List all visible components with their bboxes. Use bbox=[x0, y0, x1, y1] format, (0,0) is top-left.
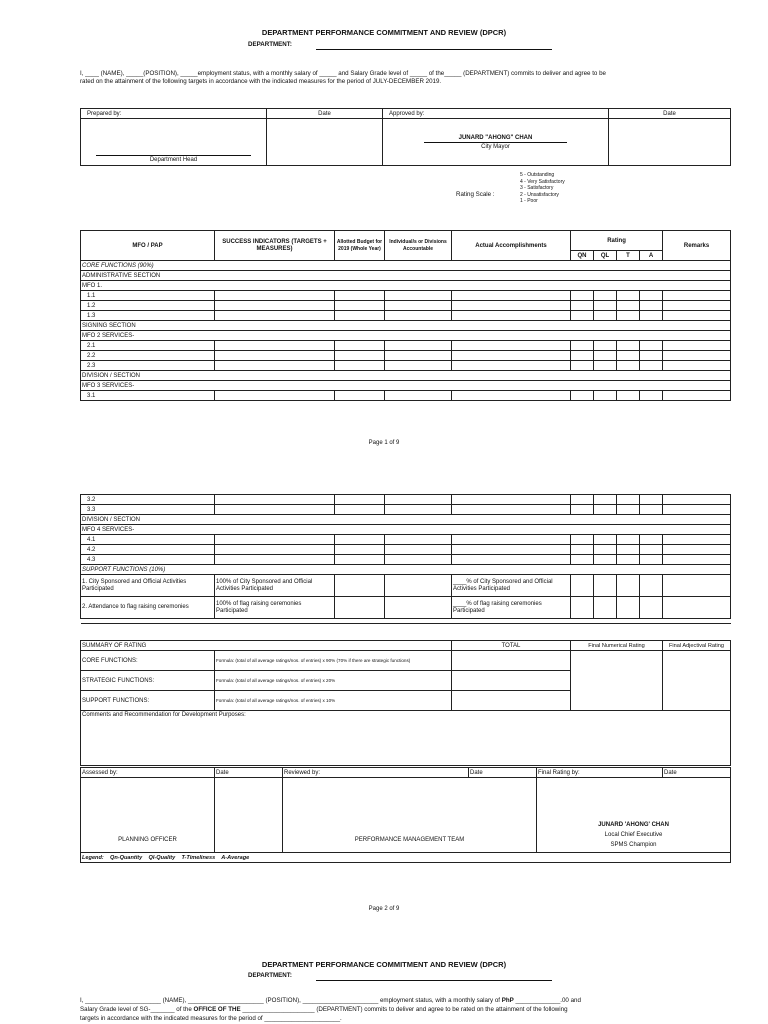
core-functions-label: CORE FUNCTIONS: bbox=[81, 651, 215, 671]
t-cell[interactable] bbox=[617, 505, 640, 515]
table-row bbox=[81, 341, 731, 351]
lce-cell[interactable] bbox=[537, 778, 731, 853]
table-row bbox=[81, 505, 731, 515]
row-label: 4.1 bbox=[81, 535, 215, 545]
assessed-by-label: Assessed by: bbox=[81, 768, 215, 778]
support-2-t[interactable] bbox=[617, 597, 640, 619]
support-total-cell[interactable] bbox=[452, 691, 571, 711]
header-mfo: MFO / PAP bbox=[81, 231, 215, 261]
table-row bbox=[81, 555, 731, 565]
support-functions-label: SUPPORT FUNCTIONS: bbox=[81, 691, 215, 711]
support-formula: Formula: (total of all average ratings/nos. of entries) x 10% bbox=[215, 691, 452, 711]
remarks-cell[interactable] bbox=[663, 495, 731, 505]
table-row bbox=[81, 361, 731, 371]
department-label: DEPARTMENT: bbox=[248, 41, 292, 48]
budget-cell[interactable] bbox=[335, 555, 385, 565]
support-2-actual: ____% of flag raising ceremonies Participated bbox=[452, 597, 571, 619]
mayor-title: City Mayor bbox=[481, 143, 510, 150]
header-t: T bbox=[617, 251, 640, 261]
t-cell[interactable] bbox=[617, 361, 640, 371]
remarks-cell[interactable] bbox=[663, 361, 731, 371]
t-cell[interactable] bbox=[617, 311, 640, 321]
a-cell[interactable] bbox=[640, 505, 663, 515]
individuals-cell[interactable] bbox=[385, 311, 452, 321]
rating-scale-item: 1 - Poor bbox=[520, 198, 538, 205]
core-total-cell[interactable] bbox=[452, 651, 571, 671]
support-row-1 bbox=[81, 575, 731, 597]
success-cell[interactable] bbox=[215, 505, 335, 515]
remarks-cell[interactable] bbox=[663, 291, 731, 301]
budget-cell[interactable] bbox=[335, 341, 385, 351]
ql-cell[interactable] bbox=[594, 391, 617, 401]
support-1-actual: ____% of City Sponsored and Official Activities Participated bbox=[452, 575, 571, 597]
t-cell[interactable] bbox=[617, 391, 640, 401]
department-field[interactable] bbox=[316, 49, 552, 50]
success-cell[interactable] bbox=[215, 361, 335, 371]
row-label: 2.3 bbox=[81, 361, 215, 371]
dpcr-table-1 bbox=[80, 230, 731, 401]
support-1-indicator: 100% of City Sponsored and Official Activities Participated bbox=[215, 575, 335, 597]
reviewed-by-label: Reviewed by: bbox=[283, 768, 469, 778]
header-rating: Rating bbox=[571, 231, 663, 251]
a-cell[interactable] bbox=[640, 351, 663, 361]
actual-cell[interactable] bbox=[452, 351, 571, 361]
group-heading: MFO 4 SERVICES- bbox=[81, 525, 731, 535]
support-row-2 bbox=[81, 597, 731, 619]
rating-scale-list bbox=[520, 172, 565, 205]
remarks-cell[interactable] bbox=[663, 535, 731, 545]
doc-title: DEPARTMENT PERFORMANCE COMMITMENT AND REVIEW (DPCR) bbox=[261, 28, 507, 37]
a-cell[interactable] bbox=[640, 361, 663, 371]
header-qn: QN bbox=[571, 251, 594, 261]
ql-cell[interactable] bbox=[594, 555, 617, 565]
budget-cell[interactable] bbox=[335, 391, 385, 401]
mayor-name: JUNARD "AHONG" CHAN bbox=[424, 134, 567, 143]
table-row bbox=[81, 311, 731, 321]
summary-total: TOTAL bbox=[452, 641, 571, 651]
success-cell[interactable] bbox=[215, 311, 335, 321]
strategic-total-cell[interactable] bbox=[452, 671, 571, 691]
table-row bbox=[81, 281, 731, 291]
date-cell-1[interactable] bbox=[267, 119, 383, 166]
t-cell[interactable] bbox=[617, 291, 640, 301]
table-row bbox=[81, 545, 731, 555]
dept-head-signature-cell[interactable] bbox=[81, 119, 267, 166]
office-of-the-label: OFFICE OF THE bbox=[193, 1006, 241, 1013]
individuals-cell[interactable] bbox=[385, 505, 452, 515]
budget-cell[interactable] bbox=[335, 311, 385, 321]
page3-line-2-text: Salary Grade level of SG-_______ of the bbox=[80, 1006, 192, 1013]
group-heading: SIGNING SECTION bbox=[81, 321, 731, 331]
table-row bbox=[81, 271, 731, 281]
support-2-a[interactable] bbox=[640, 597, 663, 619]
mayor-signature-cell[interactable] bbox=[383, 119, 609, 166]
support-2-remarks[interactable] bbox=[663, 597, 731, 619]
table-row bbox=[81, 301, 731, 311]
final-numerical-rating-label: Final Numerical Rating bbox=[571, 641, 663, 651]
section-heading: SUPPORT FUNCTIONS (10%) bbox=[81, 565, 731, 575]
rating-scale-item: 3 - Satisfactory bbox=[520, 185, 554, 192]
support-1-label: 1. City Sponsored and Official Activities Participated bbox=[81, 575, 215, 597]
table-row bbox=[81, 391, 731, 401]
support-2-qn[interactable] bbox=[571, 597, 594, 619]
actual-cell[interactable] bbox=[452, 495, 571, 505]
row-label: 3.1 bbox=[81, 391, 215, 401]
header-budget: Allotted Budget for 2019 (Whole Year) bbox=[335, 231, 385, 261]
a-cell[interactable] bbox=[640, 291, 663, 301]
t-cell[interactable] bbox=[617, 555, 640, 565]
budget-cell[interactable] bbox=[335, 291, 385, 301]
table-row bbox=[81, 321, 731, 331]
success-cell[interactable] bbox=[215, 535, 335, 545]
assessed-date-label: Date bbox=[215, 768, 283, 778]
t-cell[interactable] bbox=[617, 301, 640, 311]
qn-cell[interactable] bbox=[571, 351, 594, 361]
header-ql: QL bbox=[594, 251, 617, 261]
remarks-cell[interactable] bbox=[663, 341, 731, 351]
reviewed-date-label: Date bbox=[469, 768, 537, 778]
a-cell[interactable] bbox=[640, 341, 663, 351]
table-row bbox=[81, 331, 731, 341]
success-cell[interactable] bbox=[215, 391, 335, 401]
rating-scale-item: 4 - Very Satisfactory bbox=[520, 178, 565, 185]
lce-name: JUNARD 'AHONG' CHAN bbox=[598, 822, 669, 828]
row-label: 1.3 bbox=[81, 311, 215, 321]
date-cell-2[interactable] bbox=[609, 119, 731, 166]
final-adjectival-rating-label: Final Adjectival Rating bbox=[663, 641, 731, 651]
a-cell[interactable] bbox=[640, 535, 663, 545]
row-label: 1.1 bbox=[81, 291, 215, 301]
group-heading: MFO 1. bbox=[81, 281, 731, 291]
actual-cell[interactable] bbox=[452, 555, 571, 565]
table-row bbox=[81, 291, 731, 301]
final-rating-by-label: Final Rating by: bbox=[537, 768, 663, 778]
qn-cell[interactable] bbox=[571, 341, 594, 351]
date-label-2: Date bbox=[609, 109, 731, 119]
remarks-cell[interactable] bbox=[663, 311, 731, 321]
qn-cell[interactable] bbox=[571, 505, 594, 515]
remarks-cell[interactable] bbox=[663, 391, 731, 401]
prepared-by-label: Prepared by: bbox=[81, 109, 267, 119]
rating-scale-item: 5 - Outstanding bbox=[520, 172, 555, 178]
a-cell[interactable] bbox=[640, 301, 663, 311]
support-1-a[interactable] bbox=[640, 575, 663, 597]
header-remarks: Remarks bbox=[663, 231, 731, 261]
row-label: 2.1 bbox=[81, 341, 215, 351]
ql-cell[interactable] bbox=[594, 505, 617, 515]
t-cell[interactable] bbox=[617, 535, 640, 545]
legend: Legend: Qn-Quantity Ql-Quality T-Timeliness A-Average bbox=[81, 853, 731, 863]
individuals-cell[interactable] bbox=[385, 361, 452, 371]
table-1-body bbox=[81, 261, 731, 401]
table-2-body bbox=[81, 495, 731, 575]
ql-cell[interactable] bbox=[594, 495, 617, 505]
budget-cell[interactable] bbox=[335, 301, 385, 311]
support-2-ql[interactable] bbox=[594, 597, 617, 619]
department-label-page-3: DEPARTMENT: bbox=[248, 972, 292, 979]
signature-table bbox=[80, 108, 731, 166]
actual-cell[interactable] bbox=[452, 291, 571, 301]
ql-cell[interactable] bbox=[594, 311, 617, 321]
actual-cell[interactable] bbox=[452, 301, 571, 311]
individuals-cell[interactable] bbox=[385, 351, 452, 361]
group-heading: DIVISION / SECTION bbox=[81, 371, 731, 381]
qn-cell[interactable] bbox=[571, 311, 594, 321]
ql-cell[interactable] bbox=[594, 291, 617, 301]
row-label: 2.2 bbox=[81, 351, 215, 361]
support-1-qn[interactable] bbox=[571, 575, 594, 597]
page3-line-1-text: I, ______________________ (NAME), ______________________ (POSITION), ______________________ employment status, with a monthly salary of bbox=[80, 997, 501, 1004]
qn-cell[interactable] bbox=[571, 535, 594, 545]
success-cell[interactable] bbox=[215, 341, 335, 351]
a-cell[interactable] bbox=[640, 391, 663, 401]
ql-cell[interactable] bbox=[594, 361, 617, 371]
table-row bbox=[81, 495, 731, 505]
table-row bbox=[81, 565, 731, 575]
header-a: A bbox=[640, 251, 663, 261]
remarks-cell[interactable] bbox=[663, 505, 731, 515]
table-row bbox=[81, 261, 731, 271]
ql-cell[interactable] bbox=[594, 301, 617, 311]
support-1-t[interactable] bbox=[617, 575, 640, 597]
qn-cell[interactable] bbox=[571, 495, 594, 505]
ql-cell[interactable] bbox=[594, 545, 617, 555]
support-2-individuals[interactable] bbox=[385, 597, 452, 619]
individuals-cell[interactable] bbox=[385, 545, 452, 555]
rating-scale-label: Rating Scale : bbox=[456, 191, 495, 198]
lce-role: SPMS Champion bbox=[610, 842, 657, 848]
qn-cell[interactable] bbox=[571, 391, 594, 401]
intro-line-1: I, ____ (NAME), _____(POSITION), _____employment status, with a monthly salary of _____ and Salary Grade level of _____ of the_____ (DEPARTMENT) commits to deliver and agree to be bbox=[80, 70, 606, 77]
assessment-table bbox=[80, 767, 731, 863]
planning-officer-label: PLANNING OFFICER bbox=[118, 837, 177, 843]
table-row bbox=[81, 525, 731, 535]
budget-cell[interactable] bbox=[335, 545, 385, 555]
pmt-label: PERFORMANCE MANAGEMENT TEAM bbox=[354, 837, 465, 843]
page3-line-3: targets in accordance with the indicated measures for the period of ______________________. bbox=[80, 1015, 342, 1022]
a-cell[interactable] bbox=[640, 545, 663, 555]
summary-label: SUMMARY OF RATING bbox=[81, 641, 452, 651]
a-cell[interactable] bbox=[640, 555, 663, 565]
header-actual: Actual Accomplishments bbox=[452, 231, 571, 261]
individuals-cell[interactable] bbox=[385, 301, 452, 311]
doc-title-page-3: DEPARTMENT PERFORMANCE COMMITMENT AND REVIEW (DPCR) bbox=[261, 960, 507, 969]
rating-scale-item: 2 - Unsatisfactory bbox=[520, 191, 559, 198]
actual-cell[interactable] bbox=[452, 545, 571, 555]
qn-cell[interactable] bbox=[571, 545, 594, 555]
a-cell[interactable] bbox=[640, 495, 663, 505]
header-success-indicators: SUCCESS INDICATORS (TARGETS + MEASURES) bbox=[215, 231, 335, 261]
t-cell[interactable] bbox=[617, 545, 640, 555]
assessed-date-cell[interactable] bbox=[215, 778, 283, 853]
section-heading: CORE FUNCTIONS (90%) bbox=[81, 261, 731, 271]
success-cell[interactable] bbox=[215, 351, 335, 361]
table-row bbox=[81, 381, 731, 391]
group-heading: DIVISION / SECTION bbox=[81, 515, 731, 525]
row-label: 1.2 bbox=[81, 301, 215, 311]
ql-cell[interactable] bbox=[594, 341, 617, 351]
dpcr-table-2 bbox=[80, 494, 731, 624]
budget-cell[interactable] bbox=[335, 361, 385, 371]
page-number-2: Page 2 of 9 bbox=[368, 906, 400, 912]
budget-cell[interactable] bbox=[335, 351, 385, 361]
budget-cell[interactable] bbox=[335, 505, 385, 515]
success-cell[interactable] bbox=[215, 545, 335, 555]
php-label: PhP bbox=[501, 997, 514, 1004]
table-row bbox=[81, 515, 731, 525]
t-cell[interactable] bbox=[617, 495, 640, 505]
remarks-cell[interactable] bbox=[663, 351, 731, 361]
intro-line-2: rated on the attainment of the following targets in accordance with the indicated measures for the period of JULY-DECEMBER 2019. bbox=[80, 78, 442, 85]
page3-line-2-end: _____________________ (DEPARTMENT) commits to deliver and agree to be rated on the attainment of the following bbox=[242, 1006, 568, 1013]
support-2-label: 2. Attendance to flag raising ceremonies bbox=[81, 597, 215, 619]
date-label-1: Date bbox=[267, 109, 383, 119]
ql-cell[interactable] bbox=[594, 351, 617, 361]
actual-cell[interactable] bbox=[452, 535, 571, 545]
individuals-cell[interactable] bbox=[385, 495, 452, 505]
actual-cell[interactable] bbox=[452, 505, 571, 515]
individuals-cell[interactable] bbox=[385, 535, 452, 545]
support-2-indicator: 100% of flag raising ceremonies Participated bbox=[215, 597, 335, 619]
t-cell[interactable] bbox=[617, 341, 640, 351]
support-1-remarks[interactable] bbox=[663, 575, 731, 597]
qn-cell[interactable] bbox=[571, 555, 594, 565]
row-label: 3.3 bbox=[81, 505, 215, 515]
page3-line-1 bbox=[80, 997, 730, 1004]
budget-cell[interactable] bbox=[335, 535, 385, 545]
success-cell[interactable] bbox=[215, 555, 335, 565]
page3-line-1-end: _____________.00 and bbox=[515, 997, 581, 1004]
actual-cell[interactable] bbox=[452, 361, 571, 371]
dept-head-label: Department Head bbox=[96, 155, 251, 164]
department-field-page-3[interactable] bbox=[316, 980, 552, 981]
spacer-row bbox=[81, 619, 731, 624]
individuals-cell[interactable] bbox=[385, 391, 452, 401]
core-formula: Formula: (total of all average ratings/nos. of entries) x 90% (70% if there are strategic functions) bbox=[215, 651, 452, 671]
final-adjectival-rating-cell[interactable] bbox=[663, 651, 731, 711]
actual-cell[interactable] bbox=[452, 391, 571, 401]
table-row bbox=[81, 371, 731, 381]
row-label: 4.3 bbox=[81, 555, 215, 565]
header-individuals: Individual/s or Divisions Accountable bbox=[385, 231, 452, 261]
group-heading: ADMINISTRATIVE SECTION bbox=[81, 271, 731, 281]
qn-cell[interactable] bbox=[571, 291, 594, 301]
ql-cell[interactable] bbox=[594, 535, 617, 545]
final-date-label: Date bbox=[663, 768, 731, 778]
strategic-functions-label: STRATEGIC FUNCTIONS: bbox=[81, 671, 215, 691]
t-cell[interactable] bbox=[617, 351, 640, 361]
actual-cell[interactable] bbox=[452, 311, 571, 321]
approved-by-label: Approved by: bbox=[383, 109, 609, 119]
remarks-cell[interactable] bbox=[663, 545, 731, 555]
support-2-budget[interactable] bbox=[335, 597, 385, 619]
support-1-budget[interactable] bbox=[335, 575, 385, 597]
a-cell[interactable] bbox=[640, 311, 663, 321]
individuals-cell[interactable] bbox=[385, 291, 452, 301]
row-label: 4.2 bbox=[81, 545, 215, 555]
comments-label: Comments and Recommendation for Development Purposes: bbox=[82, 712, 246, 718]
lce-title: Local Chief Executive bbox=[604, 832, 663, 838]
success-cell[interactable] bbox=[215, 495, 335, 505]
table-row bbox=[81, 351, 731, 361]
actual-cell[interactable] bbox=[452, 341, 571, 351]
remarks-cell[interactable] bbox=[663, 301, 731, 311]
strategic-formula: Formula: (total of all average ratings/nos. of entries) x 20% bbox=[215, 671, 452, 691]
table-row bbox=[81, 535, 731, 545]
group-heading: MFO 2 SERVICES- bbox=[81, 331, 731, 341]
individuals-cell[interactable] bbox=[385, 555, 452, 565]
row-label: 3.2 bbox=[81, 495, 215, 505]
individuals-cell[interactable] bbox=[385, 341, 452, 351]
budget-cell[interactable] bbox=[335, 495, 385, 505]
page3-line-2 bbox=[80, 1006, 730, 1013]
group-heading: MFO 3 SERVICES- bbox=[81, 381, 731, 391]
qn-cell[interactable] bbox=[571, 301, 594, 311]
qn-cell[interactable] bbox=[571, 361, 594, 371]
success-cell[interactable] bbox=[215, 291, 335, 301]
page-number-1: Page 1 of 9 bbox=[368, 440, 400, 446]
support-1-individuals[interactable] bbox=[385, 575, 452, 597]
remarks-cell[interactable] bbox=[663, 555, 731, 565]
summary-table bbox=[80, 640, 731, 766]
support-1-ql[interactable] bbox=[594, 575, 617, 597]
success-cell[interactable] bbox=[215, 301, 335, 311]
final-numerical-rating-cell[interactable] bbox=[571, 651, 663, 711]
planning-officer-cell[interactable] bbox=[81, 778, 215, 853]
pmt-cell[interactable] bbox=[283, 778, 537, 853]
comments-cell[interactable] bbox=[81, 711, 731, 766]
